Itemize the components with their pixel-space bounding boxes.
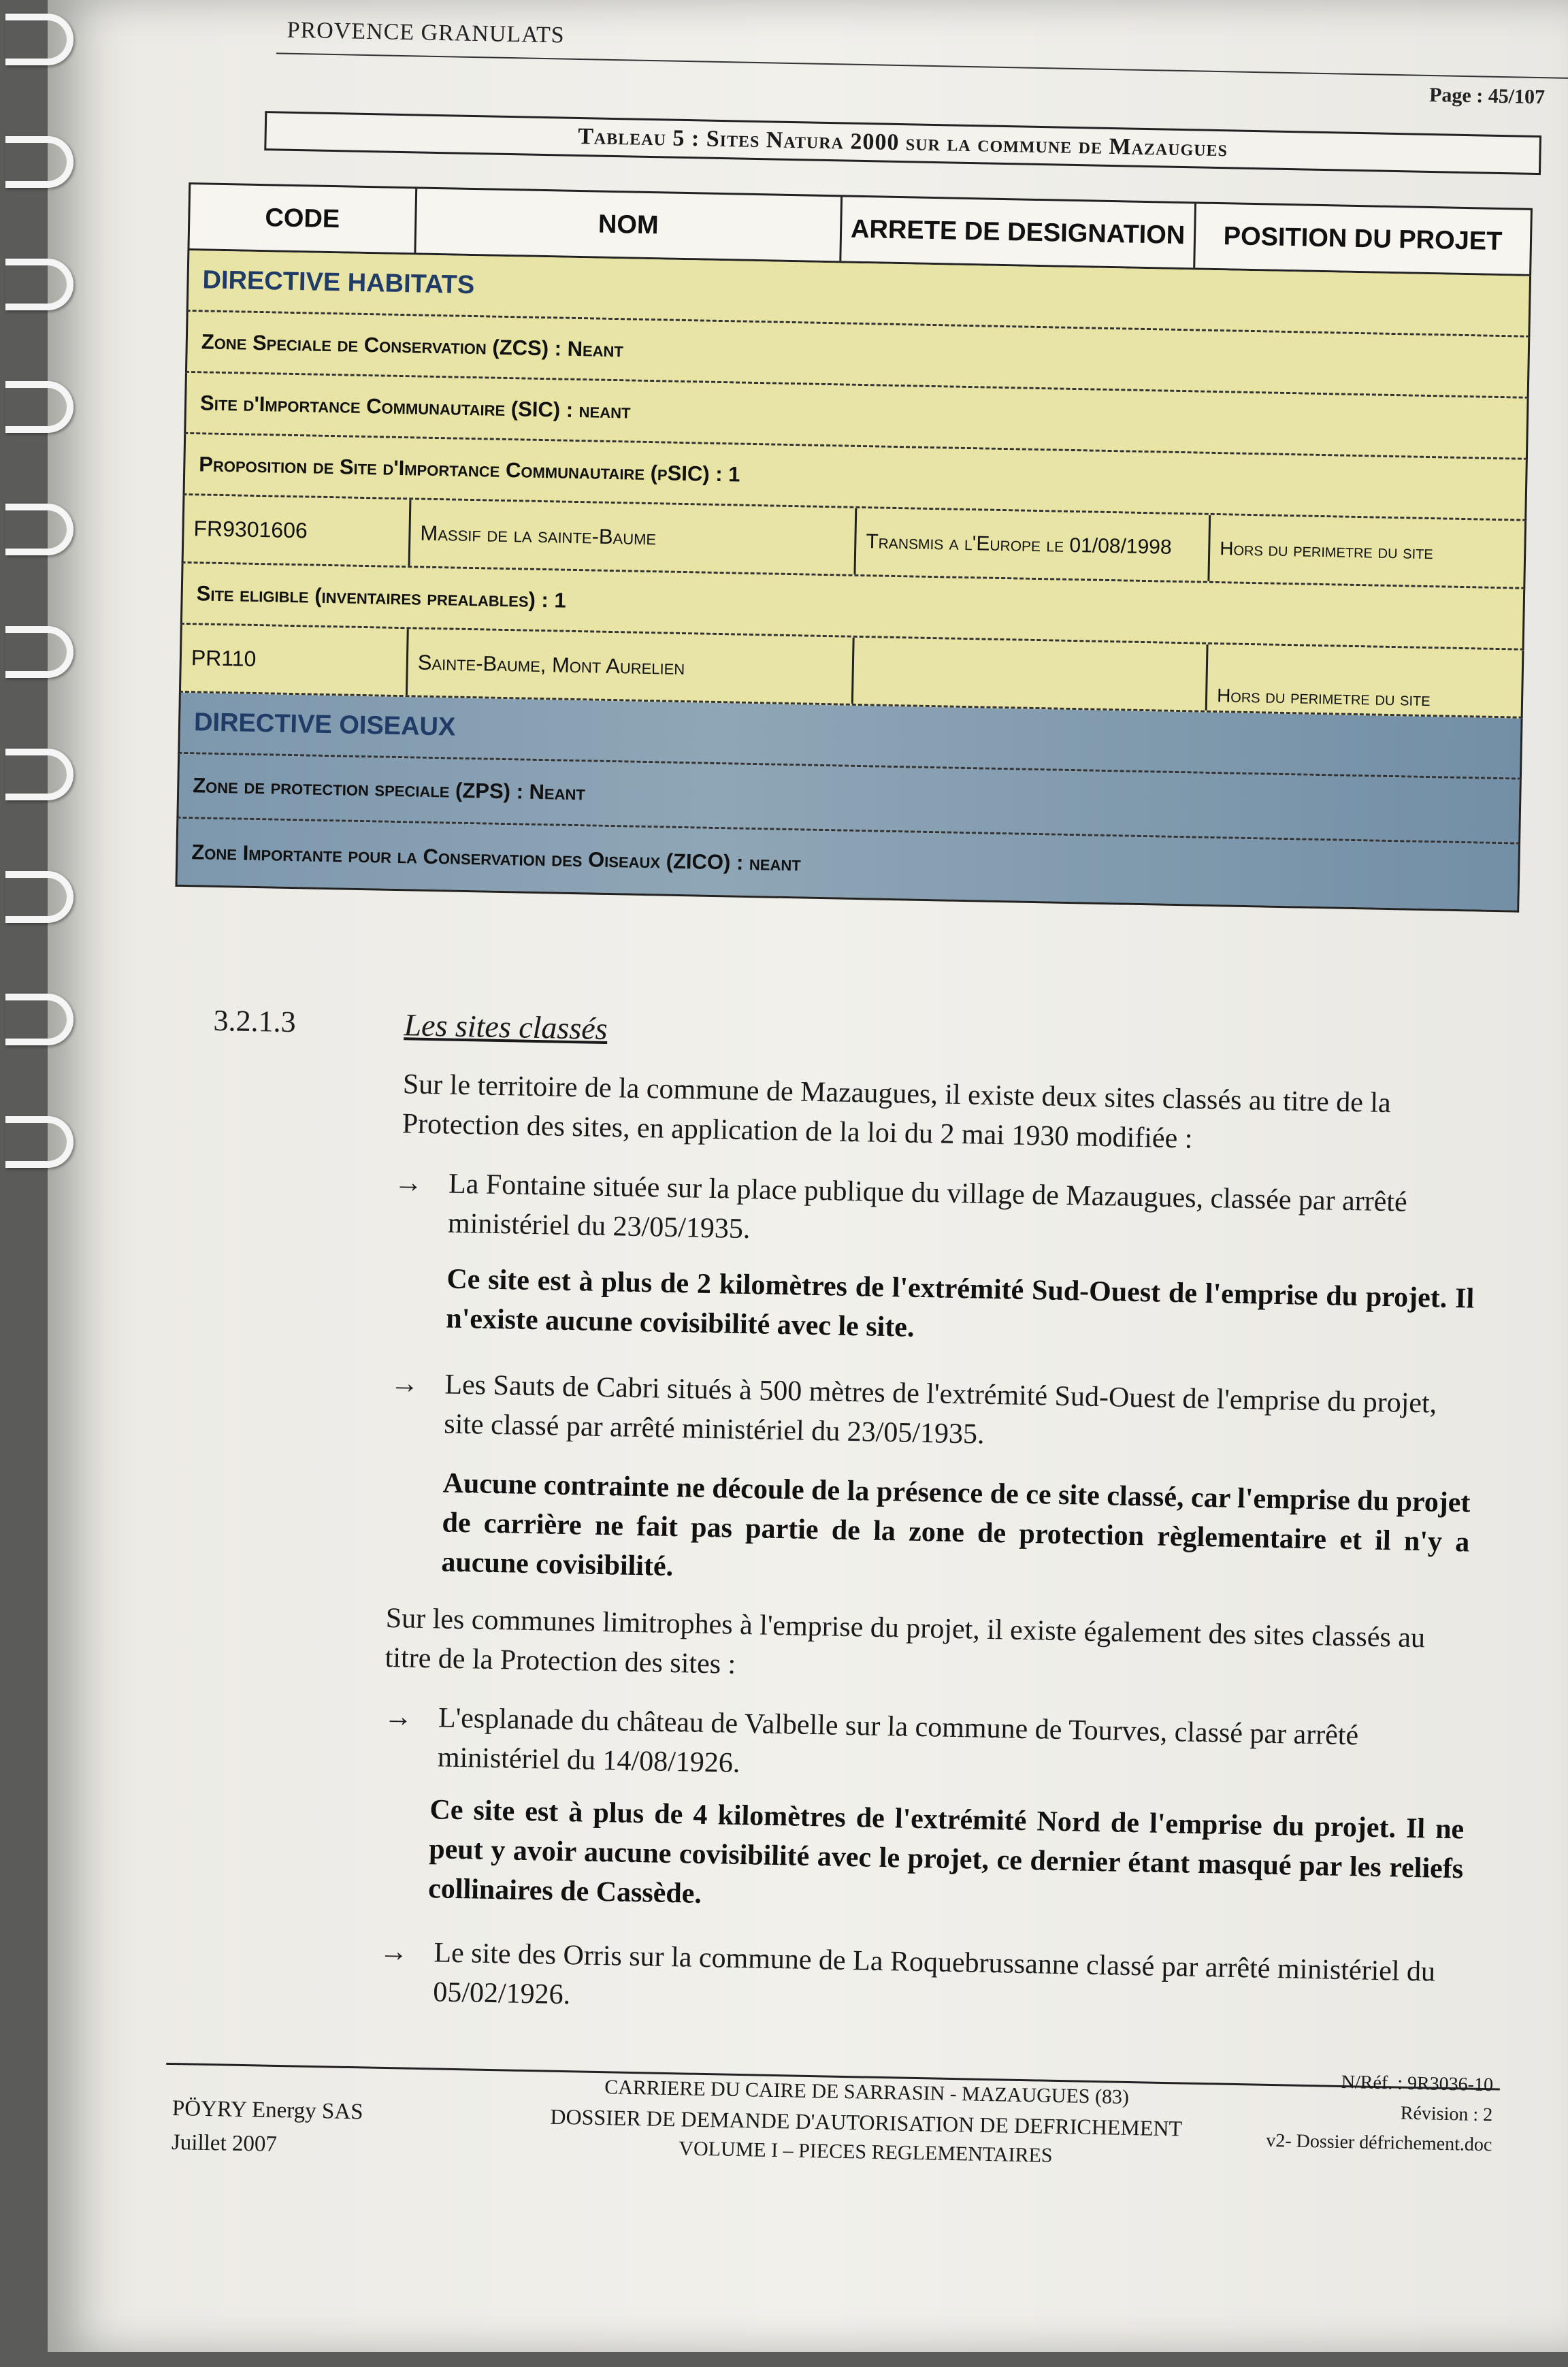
page-number: Page : 45/107 [1428, 83, 1546, 109]
section-title: Les sites classés [404, 1007, 608, 1047]
list-item [382, 1697, 1473, 1797]
site-eligible-label: Site eligible (inventaires prealables) : 1 [196, 581, 567, 613]
directive-oiseaux-label: DIRECTIVE OISEAUX [193, 708, 456, 742]
arrow-icon: → [393, 1167, 423, 1199]
section-number: 3.2.1.3 [213, 1003, 297, 1039]
table-title: Tableau 5 : Sites Natura 2000 sur la commune de Mazaugues [264, 111, 1541, 175]
footer-center [512, 2071, 1221, 2174]
footer-date: Juillet 2007 [171, 2130, 278, 2157]
sic-label: Site d'Importance Communautaire (SIC) : neant [199, 390, 631, 423]
directive-habitats-label: DIRECTIVE HABITATS [202, 265, 475, 300]
col-code: CODE [265, 203, 340, 233]
row2-position: Hors du perimetre du site [1205, 644, 1522, 717]
emphasis-paragraph: Ce site est à plus de 4 kilomètres de l'extrémité Nord de l'emprise du projet. Il ne peut y avoir aucune covisibilité avec le projet, ce dernier étant masqué par les reliefs collinaires de Cassède. [427, 1794, 1465, 1910]
arrow-icon: → [383, 1701, 413, 1733]
footer-ref: N/Réf. : 9R3036-10 [1341, 2072, 1494, 2096]
row2-arrete [851, 638, 1207, 711]
list-item [393, 1163, 1483, 1263]
footer-line1: CARRIERE DU CAIRE DE SARRASIN - MAZAUGUES (83) [604, 2076, 1130, 2109]
row2-code: PR110 [191, 645, 257, 672]
intro-paragraph: Sur le territoire de la commune de Mazaugues, il existe deux sites classés au titre de la Protection des sites, en application de la loi du 2 mai 1930 modifiée : [402, 1068, 1392, 1155]
header-company: PROVENCE GRANULATS [287, 17, 566, 48]
row1-arrete: Transmis a l'Europe le 01/08/1998 [853, 508, 1209, 581]
list-item [389, 1364, 1480, 1464]
bullet-text: La Fontaine située sur la place publique du village de Mazaugues, classée par arrêté ministériel du 23/05/1935. [447, 1168, 1408, 1245]
zcs-label: Zone Speciale de Conservation (ZCS) : Neant [201, 329, 624, 361]
col-nom: NOM [414, 189, 840, 261]
bullet-text: Les Sauts de Cabri situés à 500 mètres de l'extrémité Sud-Ouest de l'emprise du projet, site classé par arrêté ministériel du 23/05/1935. [443, 1369, 1437, 1450]
psic-label: Proposition de Site d'Importance Communautaire (pSIC) : 1 [199, 451, 740, 487]
footer-file: v2- Dossier défrichement.doc [1266, 2129, 1492, 2156]
footer-line2: DOSSIER DE DEMANDE D'AUTORISATION DE DEFRICHEMENT [550, 2104, 1183, 2141]
footer-right [1233, 2066, 1493, 2160]
paragraph: Sur les communes limitrophes à l'emprise du projet, il existe également des sites classés au titre de la Protection des sites : [385, 1602, 1426, 1680]
footer-line3: VOLUME I – PIECES REGLEMENTAIRES [679, 2137, 1053, 2167]
zps-label: Zone de protection speciale (ZPS) : Neant [192, 773, 586, 805]
list-item [378, 1932, 1469, 2032]
emphasis-paragraph: Ce site est à plus de 2 kilomètres de l'extrémité Sud-Ouest de l'emprise du projet. Il n'existe aucune covisibilité avec le site. [445, 1263, 1475, 1343]
row2-nom: Sainte-Baume, Mont Aurelien [406, 629, 853, 704]
zico-label: Zone Importante pour la Conservation des Oiseaux (ZICO) : neant [191, 839, 802, 875]
arrow-icon: → [390, 1367, 419, 1400]
col-arrete: ARRETE DE DESIGNATION [839, 197, 1194, 267]
arrow-icon: → [379, 1936, 408, 1968]
footer-left [172, 2091, 363, 2163]
header-rule [276, 52, 1568, 78]
row1-position: Hors du perimetre du site [1207, 515, 1524, 587]
row1-code: FR9301606 [193, 516, 308, 543]
footer-revision: Révision : 2 [1400, 2102, 1493, 2126]
col-position: POSITION DU PROJET [1193, 203, 1531, 274]
bullet-text: Le site des Orris sur la commune de La Roquebrussanne classé par arrêté ministériel du 05/02/1926. [432, 1937, 1436, 2011]
emphasis-paragraph: Aucune contrainte ne découle de la présence de ce site classé, car l'emprise du projet de carrière ne fait pas partie de la zone de protection règlementaire et il n'y a aucune covisibilité. [441, 1467, 1471, 1583]
bullet-text: L'esplanade du château de Valbelle sur la commune de Tourves, classé par arrêté ministériel du 14/08/1926. [437, 1702, 1359, 1779]
footer-company: PÖYRY Energy SAS [172, 2096, 363, 2125]
row1-nom: Massif de la sainte-Baume [408, 500, 855, 574]
